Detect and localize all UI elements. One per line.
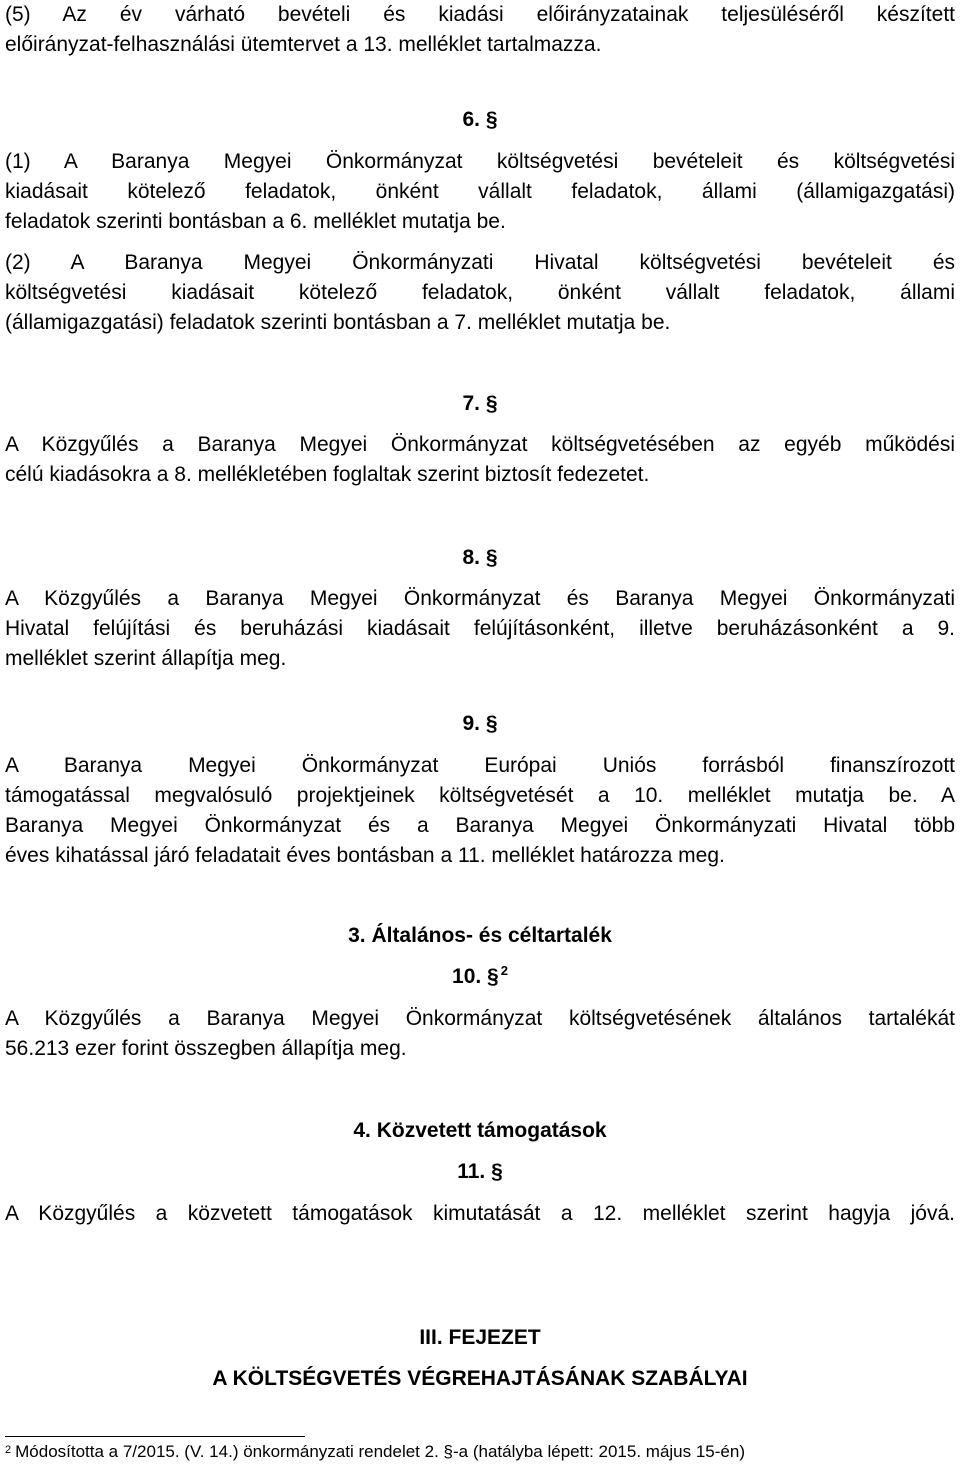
footnote-text: Módosította a 7/2015. (V. 14.) önkormányzati rendelet 2. §-a (hatályba lépett: 2015. május 15-én): [15, 1442, 745, 1461]
section-10-label: 10. §: [452, 965, 499, 988]
text-line: Hivatal felújítási és beruházási kiadásait felújításonként, illetve beruházásonként a 9.: [5, 617, 955, 640]
section-9-text: [5, 751, 955, 871]
text-line: feladatok szerinti bontásban a 6. melléklet mutatja be.: [5, 210, 506, 233]
footnote-mark: 2: [5, 1444, 12, 1456]
text-line: (1) A Baranya Megyei Önkormányzat költségvetési bevételeit és költségvetési: [5, 150, 955, 173]
text-line: költségvetési kiadásait kötelező feladatok, önként vállalt feladatok, állami: [5, 281, 955, 304]
text-line: A Baranya Megyei Önkormányzat Európai Uniós forrásból finanszírozott: [5, 754, 955, 777]
footnote: [5, 1440, 745, 1464]
section-8-heading: 8. §: [462, 546, 498, 569]
section-10-heading: [0, 962, 960, 992]
section-7-heading: 7. §: [462, 392, 498, 415]
text-line: melléklet szerint állapítja meg.: [5, 647, 287, 670]
text-line: (2) A Baranya Megyei Önkormányzati Hivatal költségvetési bevételeit és: [5, 251, 955, 274]
text-line: A Közgyűlés a közvetett támogatások kimutatását a 12. melléklet szerint hagyja jóvá.: [5, 1202, 955, 1225]
text-line: A Közgyűlés a Baranya Megyei Önkormányzat és Baranya Megyei Önkormányzati: [5, 587, 955, 610]
subsection-3-title: 3. Általános- és céltartalék: [348, 924, 612, 947]
text-line: előirányzat-felhasználási ütemtervet a 13. melléklet tartalmazza.: [5, 33, 602, 56]
text-line: (államigazgatási) feladatok szerinti bontásban a 7. melléklet mutatja be.: [5, 311, 671, 334]
text-line: A Közgyűlés a Baranya Megyei Önkormányzat költségvetésében az egyéb működési: [5, 433, 955, 456]
chapter-number: III. FEJEZET: [419, 1326, 541, 1349]
text-line: 56.213 ezer forint összegben állapítja meg.: [5, 1037, 407, 1060]
section-6-paragraph-2: [5, 248, 955, 338]
footnote-reference[interactable]: 2: [500, 963, 508, 978]
section-7-text: [5, 430, 955, 490]
footnote-separator: [5, 1436, 305, 1437]
text-line: (5) Az év várható bevételi és kiadási előirányzatainak teljesüléséről készített: [5, 3, 955, 26]
text-line: A Közgyűlés a Baranya Megyei Önkormányzat költségvetésének általános tartalékát: [5, 1007, 955, 1030]
chapter-title: A KÖLTSÉGVETÉS VÉGREHAJTÁSÁNAK SZABÁLYAI: [212, 1367, 748, 1390]
section-9-heading: 9. §: [462, 712, 498, 735]
text-line: kiadásait kötelező feladatok, önként vállalt feladatok, állami (államigazgatási): [5, 180, 955, 203]
section-10-text: [5, 1004, 955, 1064]
section-6-paragraph-1: [5, 147, 955, 237]
text-line: támogatással megvalósuló projektjeinek költségvetését a 10. melléklet mutatja be. A: [5, 784, 955, 807]
paragraph-5: [5, 0, 955, 60]
text-line: éves kihatással járó feladatait éves bontásban a 11. melléklet határozza meg.: [5, 844, 725, 867]
section-11-heading: 11. §: [457, 1160, 503, 1183]
section-6-heading: 6. §: [462, 108, 498, 131]
text-line: célú kiadásokra a 8. mellékletében foglaltak szerint biztosít fedezetet.: [5, 463, 650, 486]
subsection-4-title: 4. Közvetett támogatások: [353, 1119, 607, 1142]
section-8-text: [5, 584, 955, 674]
text-line: Baranya Megyei Önkormányzat és a Baranya Megyei Önkormányzati Hivatal több: [5, 814, 955, 837]
section-11-text: [5, 1199, 955, 1229]
